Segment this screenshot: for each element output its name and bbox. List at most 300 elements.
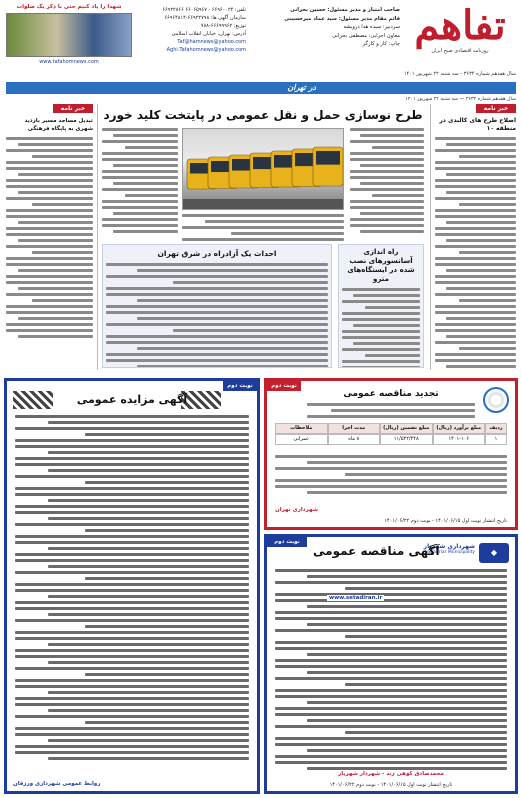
story-headline: راه اندازی آسانسورهای نصب شده در ایستگاه‌های مترو	[347, 248, 415, 283]
text-line	[15, 667, 249, 670]
text-line	[102, 206, 178, 209]
text-line	[32, 251, 93, 254]
text-line	[446, 143, 516, 146]
text-line	[137, 299, 328, 302]
table-cell: ۸ ماه	[328, 434, 381, 445]
text-line	[106, 293, 328, 296]
text-line	[446, 173, 516, 176]
staff-line: صاحب امتیاز و مدیر مسئول: حسین بحرانی	[290, 7, 400, 13]
column-ribbon: خبر نامه	[476, 104, 516, 113]
text-line	[360, 212, 424, 215]
table-header-cell: ردیف	[485, 423, 507, 434]
text-line	[48, 643, 249, 646]
text-line	[342, 360, 420, 363]
text-line	[435, 311, 516, 314]
text-line	[275, 737, 507, 740]
issue-strip: سال هفدهم شماره ۳۶۳۴ — سه شنبه ۲۲ شهریور ۱۴۰۱	[405, 97, 516, 102]
text-line	[102, 224, 178, 227]
text-line	[275, 695, 507, 698]
shahriar-ad-footer-dates: تاریخ انتشار نوبت اول ۱۴۰۱/۰۶/۱۵ - نوبت دوم ۱۴۰۱/۰۶/۲۲	[329, 782, 453, 788]
text-line	[275, 659, 507, 662]
text-line	[446, 365, 516, 368]
table-cell: ۱۱/۵۴۲/۴۴۸	[380, 434, 433, 445]
text-line	[15, 703, 249, 706]
text-line	[459, 203, 516, 206]
text-line	[48, 661, 249, 664]
martyrs-banner-image	[6, 13, 132, 57]
text-line	[15, 553, 249, 556]
text-line	[48, 595, 249, 598]
text-line	[275, 713, 507, 716]
text-line	[15, 685, 249, 688]
text-line	[137, 365, 328, 368]
text-line	[6, 233, 93, 236]
main-story	[102, 106, 424, 370]
org-name-en: Shahriar Municipality	[427, 550, 475, 555]
staff-list	[250, 6, 400, 49]
text-line	[345, 731, 507, 734]
shahriar-logo-icon	[479, 543, 509, 563]
issue-line: سال هفدهم شماره ۳۶۳۴	[465, 97, 516, 102]
text-line	[85, 433, 249, 436]
column-headline: تبدیل مساجد مسیر بازدید شهری به پایگاه فرهنگی	[24, 118, 93, 132]
text-line	[446, 239, 516, 242]
text-line	[15, 505, 249, 508]
text-line	[32, 299, 93, 302]
table-cell: عمرانی	[275, 434, 328, 445]
text-line	[15, 445, 249, 448]
text-line	[6, 227, 93, 230]
text-line	[15, 493, 249, 496]
text-line	[275, 641, 507, 644]
renewed-tender-ad	[264, 378, 518, 530]
main-intro-right	[350, 128, 424, 236]
text-line	[350, 206, 424, 209]
text-line	[48, 691, 249, 694]
text-line	[435, 245, 516, 248]
text-line	[102, 188, 178, 191]
text-line	[85, 625, 249, 628]
text-line	[275, 761, 507, 764]
text-line	[6, 257, 93, 260]
site-link[interactable]: www.tafahomnews.com	[39, 59, 99, 65]
story-headline: احداث یک آزادراه در شرق تهران	[157, 249, 277, 258]
staff-line: قائم مقام مدیر مسئول: سید عماد میرحسینی	[284, 15, 400, 22]
text-line	[48, 469, 249, 472]
text-line	[275, 689, 507, 692]
text-line	[275, 647, 507, 650]
text-line	[18, 143, 93, 146]
text-line	[307, 701, 507, 704]
text-line	[48, 517, 249, 520]
text-line	[85, 529, 249, 532]
text-line	[15, 511, 249, 514]
text-line	[345, 587, 507, 590]
text-line	[435, 305, 516, 308]
text-line	[6, 323, 93, 326]
text-line	[32, 203, 93, 206]
text-line	[102, 176, 178, 179]
text-line	[15, 427, 249, 430]
text-line	[85, 673, 249, 676]
table-header-cell: ملاحظات	[275, 423, 328, 434]
text-line	[435, 293, 516, 296]
tagline: روزنامه اقتصادی صبح ایران	[431, 48, 489, 54]
text-line	[106, 335, 328, 338]
text-line	[365, 306, 420, 309]
text-line	[6, 305, 93, 308]
text-line	[6, 149, 93, 152]
text-line	[275, 569, 507, 572]
main-body	[182, 214, 344, 244]
text-line	[18, 173, 93, 176]
text-line	[102, 158, 178, 161]
table-row	[275, 434, 507, 445]
tender-ad-intro	[307, 403, 475, 421]
text-line	[18, 191, 93, 194]
contact-line: سازمان آگهی ها: ۶۶۹۲۲۷۹۸-۶۶۹۶۴۸۱۴	[164, 15, 246, 21]
contact-line: آدرس: تهران، خیابان انقلاب اسلامی	[171, 31, 246, 37]
text-line	[6, 281, 93, 284]
text-line	[106, 305, 328, 308]
text-line	[15, 487, 249, 490]
text-line	[15, 559, 249, 562]
contact-line: تلفن: ۶۶۹۶۰۰۲۴ - ۶۶۰۶۵۹۶۷ ۶۶۹۲۲۸۶۶	[162, 7, 246, 13]
tender-table-header	[275, 423, 507, 434]
tender-ad-body	[275, 455, 507, 497]
text-line	[113, 134, 178, 137]
text-line	[446, 287, 516, 290]
text-line	[350, 152, 424, 155]
text-line	[353, 324, 420, 327]
text-line	[435, 329, 516, 332]
text-line	[275, 455, 507, 458]
left-news-column	[6, 104, 98, 370]
text-line	[173, 281, 328, 284]
text-line	[342, 348, 420, 351]
text-line	[342, 336, 420, 339]
text-line	[350, 158, 424, 161]
text-line	[435, 275, 516, 278]
motto: شهدا را یاد کنیم حتی با ذکر یک صلوات	[16, 4, 122, 10]
text-line	[48, 709, 249, 712]
text-line	[307, 403, 475, 406]
text-line	[307, 767, 507, 770]
text-line	[435, 149, 516, 152]
staff-line: معاون اجرایی: مصطفی بحرانی	[332, 32, 400, 39]
text-line	[350, 170, 424, 173]
text-line	[435, 263, 516, 266]
text-line	[307, 719, 507, 722]
text-line	[435, 167, 516, 170]
date-strip	[6, 70, 516, 79]
text-line	[307, 749, 507, 752]
staff-line: چاپ: کار و کارگر	[362, 41, 400, 47]
text-line	[15, 523, 249, 526]
table-header-cell: مدت اجرا	[328, 423, 381, 434]
tender-ad-title: تجدید مناقصه عمومی	[343, 389, 439, 399]
text-line	[48, 739, 249, 742]
right-news-column	[430, 104, 516, 370]
text-line	[435, 341, 516, 344]
text-line	[6, 161, 93, 164]
road	[182, 199, 343, 210]
text-line	[365, 354, 420, 357]
text-line	[275, 617, 507, 620]
motto-block	[6, 4, 132, 68]
highway-story	[102, 244, 332, 368]
text-line	[6, 293, 93, 296]
text-line	[125, 146, 178, 149]
text-line	[18, 221, 93, 224]
text-line	[15, 463, 249, 466]
text-line	[446, 191, 516, 194]
text-line	[102, 140, 178, 143]
text-line	[125, 194, 178, 197]
text-line	[360, 230, 424, 233]
main-headline: طرح نوسازی حمل و نقل عمومی در پایتخت کلید خورد	[103, 108, 423, 122]
text-line	[350, 218, 424, 221]
text-line	[15, 715, 249, 718]
text-line	[102, 170, 178, 173]
text-line	[18, 317, 93, 320]
text-line	[459, 155, 516, 158]
text-line	[307, 491, 507, 494]
text-line	[275, 707, 507, 710]
auction-ad-body	[15, 415, 249, 763]
text-line	[15, 475, 249, 478]
text-line	[342, 300, 420, 303]
text-line	[102, 200, 178, 203]
text-line	[275, 725, 507, 728]
text-line	[372, 146, 424, 149]
text-line	[18, 239, 93, 242]
text-line	[360, 164, 424, 167]
text-line	[15, 745, 249, 748]
tender-ad-tag: نوبت دوم	[267, 381, 301, 391]
contacts-list	[136, 6, 246, 54]
text-line	[275, 479, 507, 482]
text-line	[435, 353, 516, 356]
text-line	[275, 611, 507, 614]
org-name-fa: شهرداری شهریار	[423, 543, 475, 550]
shahriar-ad-tag: نوبت دوم	[267, 537, 307, 547]
logo-text: تفاهم	[414, 2, 506, 49]
text-line	[275, 593, 507, 596]
text-line	[48, 451, 249, 454]
text-line	[345, 635, 507, 638]
staff-line: سردبیر: سیده هدا درویشه	[343, 24, 400, 30]
text-line	[345, 683, 507, 686]
masthead	[0, 0, 522, 102]
text-line	[435, 227, 516, 230]
text-line	[307, 461, 507, 464]
text-line	[350, 176, 424, 179]
text-line	[18, 287, 93, 290]
text-line	[15, 727, 249, 730]
contact-line: توزیع: ۶۶۶۹۹۹۶۲-۷۸۸	[200, 23, 246, 29]
text-line	[15, 679, 249, 682]
text-line	[15, 535, 249, 538]
text-line	[307, 653, 507, 656]
text-line	[307, 575, 507, 578]
text-line	[6, 179, 93, 182]
text-line	[15, 439, 249, 442]
text-line	[342, 318, 420, 321]
text-line	[15, 541, 249, 544]
text-line	[48, 499, 249, 502]
text-line	[48, 421, 249, 424]
bus-illustration	[182, 129, 343, 210]
text-line	[435, 197, 516, 200]
auction-ad-tag: نوبت دوم	[223, 381, 257, 391]
shahriar-tender-ad	[264, 534, 518, 794]
text-line	[275, 599, 507, 602]
text-line	[102, 128, 178, 131]
text-line	[15, 583, 249, 586]
text-line	[435, 281, 516, 284]
text-line	[32, 155, 93, 158]
text-line	[15, 631, 249, 634]
text-line	[15, 655, 249, 658]
auction-ad-title: آگهی مزایده عمومی	[76, 393, 188, 406]
text-line	[372, 194, 424, 197]
text-line	[353, 294, 420, 297]
text-line	[360, 134, 424, 137]
shahriar-ad-footer: محمدصادق کوهی زند - شهردار شهریار	[338, 771, 444, 777]
text-line	[15, 619, 249, 622]
section-label: در تهران	[287, 83, 316, 92]
text-line	[446, 221, 516, 224]
table-header-cell: مبلغ برآورد (ریال)	[433, 423, 486, 434]
shahriar-site[interactable]: www.setadiran.ir	[329, 595, 383, 601]
text-line	[106, 353, 328, 356]
text-line	[342, 330, 420, 333]
text-line	[85, 577, 249, 580]
text-line	[6, 167, 93, 170]
text-line	[275, 677, 507, 680]
text-line	[205, 220, 344, 223]
text-line	[275, 665, 507, 668]
text-line	[106, 323, 328, 326]
text-line	[6, 137, 93, 140]
text-line	[435, 179, 516, 182]
text-line	[350, 140, 424, 143]
text-line	[342, 288, 420, 291]
text-line	[342, 312, 420, 315]
table-cell: ۱۴۰۱-۱۰۶	[433, 434, 486, 445]
metro-elevator-story	[338, 244, 424, 368]
text-line	[15, 457, 249, 460]
text-line	[6, 185, 93, 188]
tehran-seal-icon	[483, 387, 509, 413]
text-line	[6, 215, 93, 218]
date-line: سال هفدهم شماره ۳۶۳۴ - سه شنبه ۲۲ شهریور ۱۴۰۱	[403, 71, 516, 77]
text-line	[350, 188, 424, 191]
text-line	[307, 415, 475, 418]
text-line	[182, 226, 344, 229]
shahriar-ad-title: آگهی مناقصه عمومی	[313, 544, 440, 558]
text-line	[6, 209, 93, 212]
text-line	[435, 161, 516, 164]
text-line	[435, 185, 516, 188]
table-cell: ۱	[485, 434, 507, 445]
column-body	[435, 137, 516, 370]
text-line	[113, 164, 178, 167]
text-line	[331, 409, 475, 412]
text-line	[446, 335, 516, 338]
text-line	[106, 359, 328, 362]
text-line	[275, 485, 507, 488]
text-line	[360, 182, 424, 185]
text-line	[350, 224, 424, 227]
email-line[interactable]: Taf@hamnews@yahoo.com	[177, 39, 246, 45]
logo-block	[406, 4, 514, 58]
text-line	[173, 329, 328, 332]
text-line	[15, 751, 249, 754]
text-line	[15, 601, 249, 604]
shahriar-ad-body	[275, 569, 507, 773]
text-line	[137, 347, 328, 350]
text-line	[15, 415, 249, 418]
tender-ad-footer: تاریخ انتشار نوبت اول ۱۴۰۱/۰۶/۱۵ - نوبت دوم ۱۴۰۱/۰۶/۲۲	[384, 518, 507, 524]
text-line	[435, 257, 516, 260]
text-line	[18, 269, 93, 272]
table-header-cell: مبلغ تضمین (ریال)	[380, 423, 433, 434]
text-line	[342, 366, 420, 368]
text-line	[182, 214, 344, 217]
text-line	[137, 269, 328, 272]
logo-glyph: ◆	[490, 548, 498, 557]
text-line	[275, 629, 507, 632]
text-line	[435, 215, 516, 218]
text-line	[307, 671, 507, 674]
text-line	[275, 743, 507, 746]
text-line	[106, 311, 328, 314]
text-line	[102, 152, 178, 155]
text-line	[275, 581, 507, 584]
text-line	[6, 197, 93, 200]
column-headline: اصلاح طرح های کالبدی در منطقه ۱۰	[439, 117, 516, 132]
auction-ad	[4, 378, 260, 794]
main-intro-left	[102, 128, 178, 236]
text-line	[15, 649, 249, 652]
text-line	[48, 547, 249, 550]
text-line	[113, 230, 178, 233]
day-line: سه شنبه ۲۲ شهریور ۱۴۰۱	[405, 97, 458, 102]
text-line	[48, 613, 249, 616]
column-body	[6, 137, 93, 338]
text-line	[15, 571, 249, 574]
bus-fleet-photo	[182, 128, 344, 210]
text-line	[113, 212, 178, 215]
text-line	[85, 481, 249, 484]
section-band	[6, 82, 516, 94]
text-line	[275, 467, 507, 470]
text-line	[231, 232, 344, 235]
text-line	[6, 275, 93, 278]
text-line	[307, 623, 507, 626]
auction-ad-footer: روابط عمومی شهرداری ورزقان	[13, 781, 101, 787]
text-line	[435, 359, 516, 362]
text-line	[106, 275, 328, 278]
text-line	[353, 342, 420, 345]
text-line	[102, 218, 178, 221]
tender-ad-org: شهرداری تهران	[275, 507, 318, 513]
email-line[interactable]: Aghi.Tafahomnews@yahoo.com	[166, 47, 246, 53]
text-line	[446, 317, 516, 320]
text-line	[15, 607, 249, 610]
